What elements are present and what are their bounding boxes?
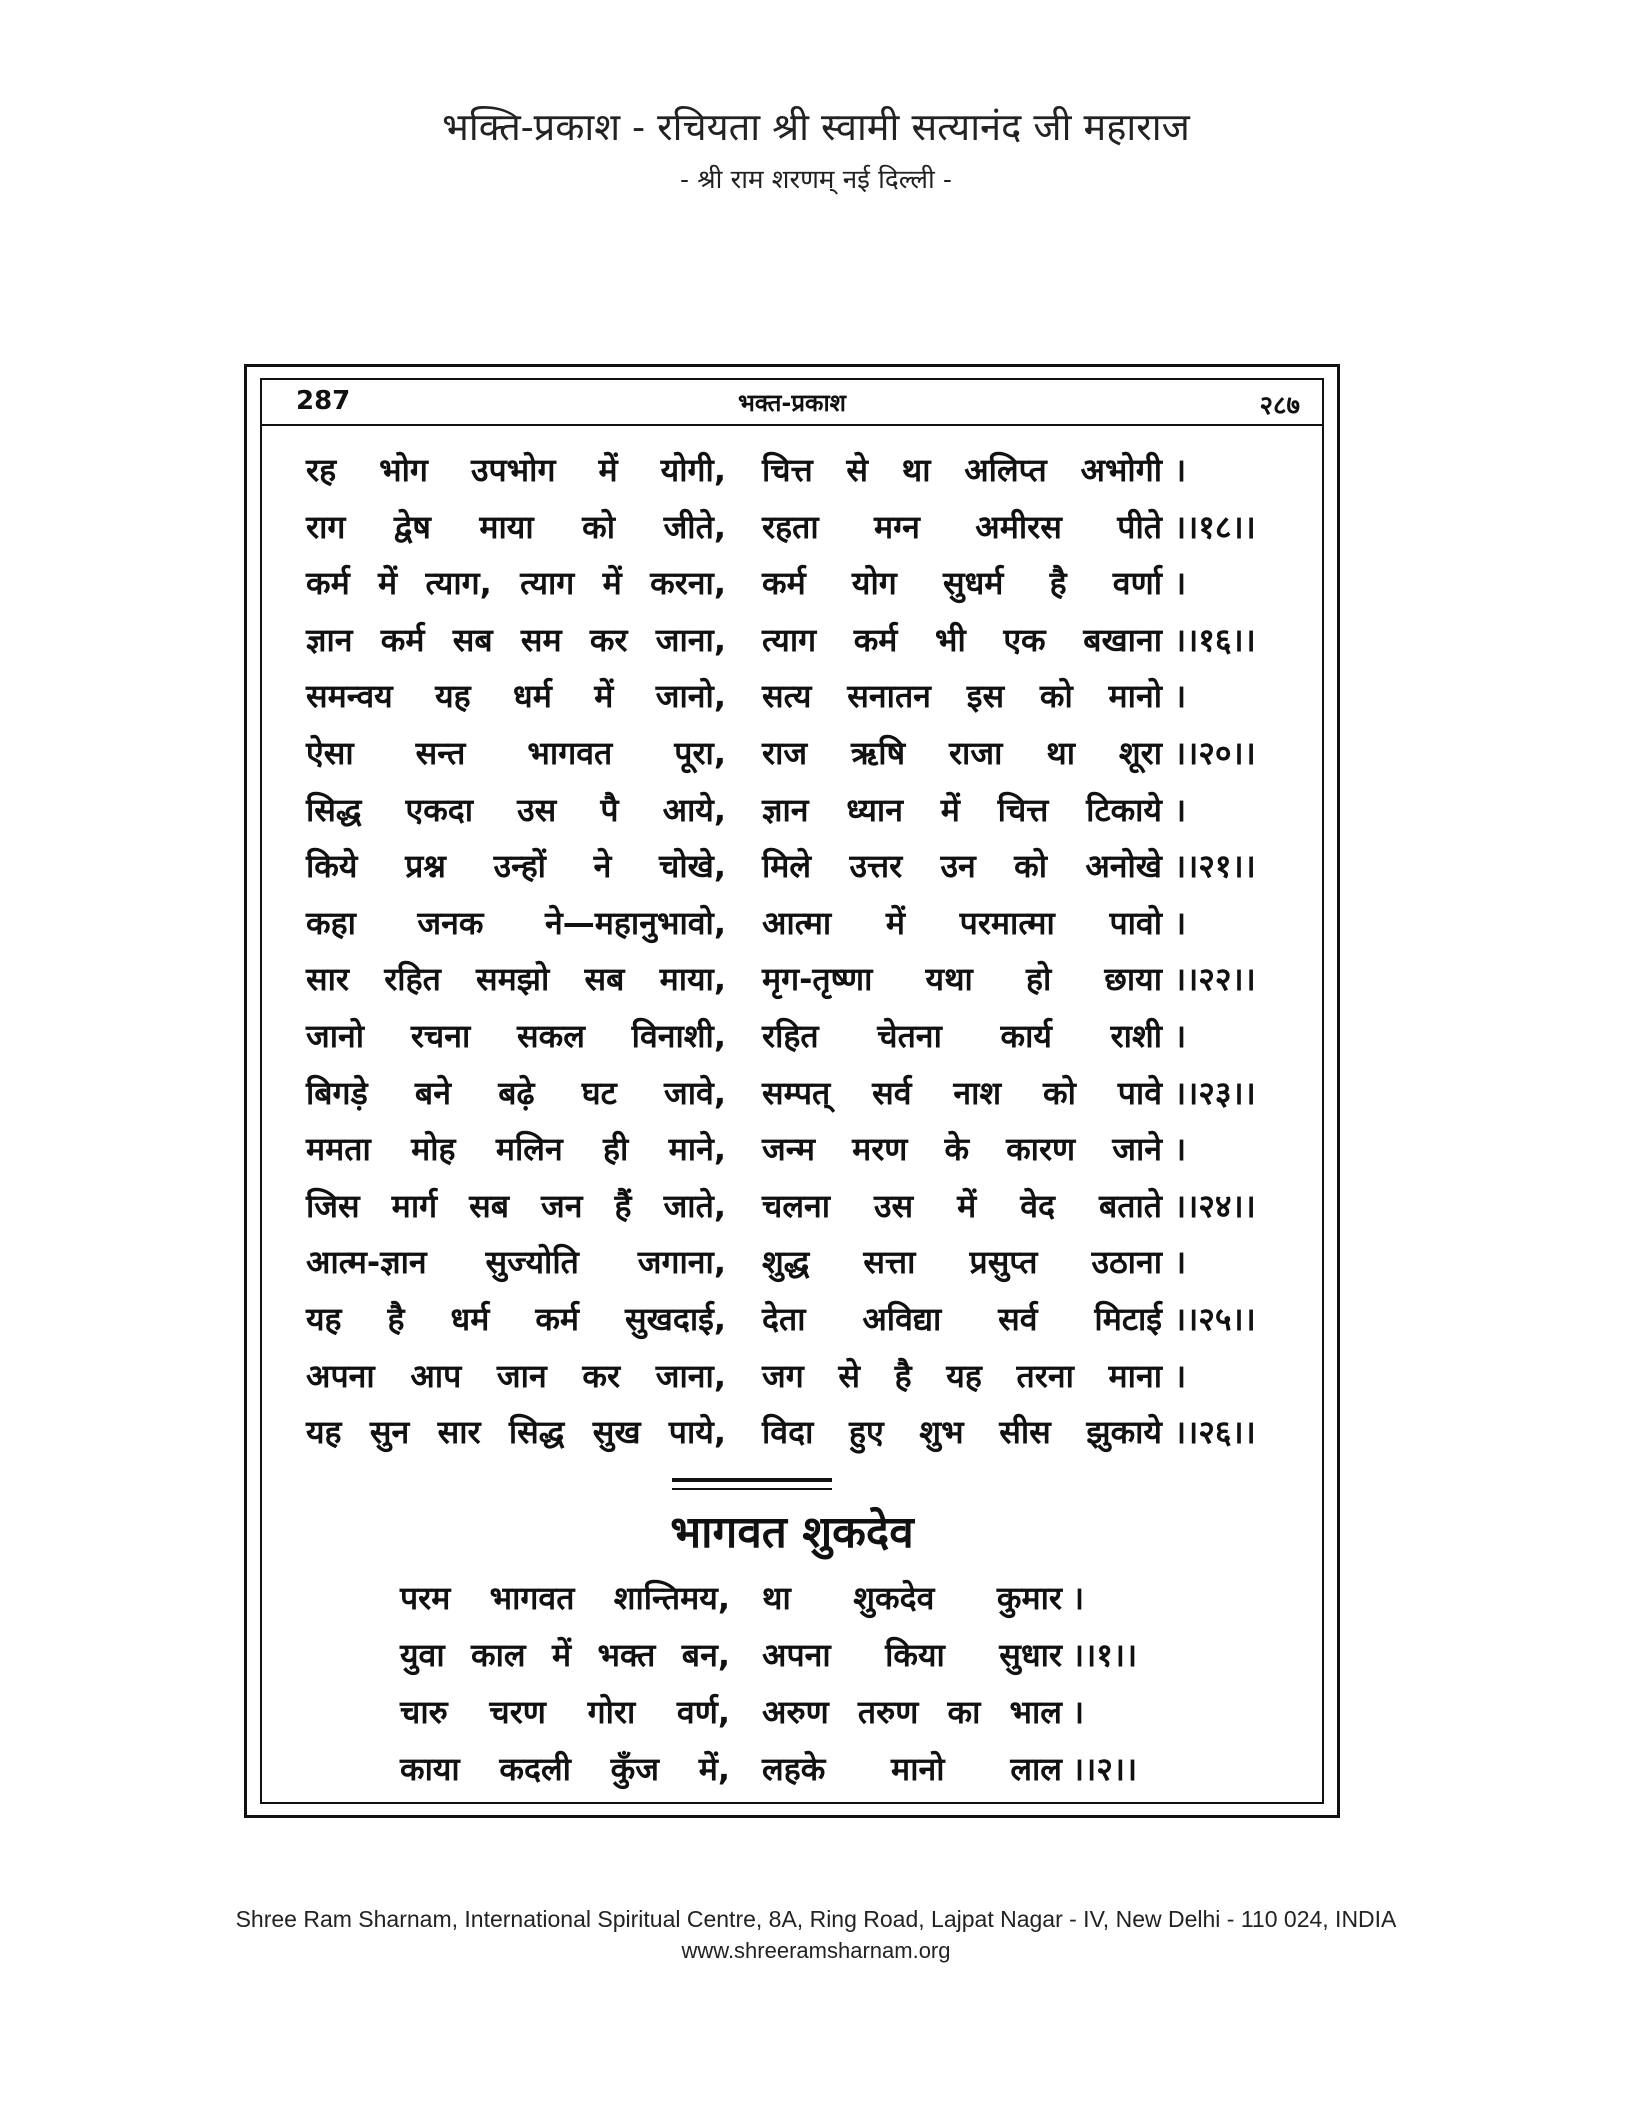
verse-left-half: बिगड़े बने बढ़े घट जावे, (306, 1073, 726, 1112)
verse-mark-half: । (1174, 903, 1187, 942)
page-heading-bar (262, 380, 1322, 426)
doha-mark-half: ।।२।। (1072, 1750, 1138, 1788)
verse-mark-half: ।।२१।। (1174, 847, 1256, 886)
verse-right-half: सत्य सनातन इस को मानो (762, 677, 1162, 716)
verse-mark-half: । (1174, 677, 1187, 716)
verse-mark-half: । (1174, 1356, 1187, 1395)
doha-line (400, 1747, 1200, 1803)
verse-right-half: राज ऋषि राजा था शूरा (762, 734, 1162, 772)
verse-right-half: कर्म योग सुधर्म है वर्णा (762, 564, 1162, 603)
page-number-devanagari: २८७ (1259, 391, 1300, 421)
verse-left-half: कर्म में त्याग, त्याग में करना, (306, 564, 726, 603)
verse-right-half: शुद्ध सत्ता प्रसुप्त उठाना (762, 1243, 1162, 1282)
doha-mark-half: । (1072, 1579, 1085, 1617)
verse-line (306, 674, 1306, 726)
verse-left-half: ज्ञान कर्म सब सम कर जाना, (306, 620, 726, 659)
verse-mark-half: ।।२५।। (1174, 1300, 1256, 1338)
doha-line (400, 1633, 1200, 1689)
verse-line (306, 1240, 1306, 1292)
verse-left-half: राग द्वेष माया को जीते, (306, 507, 726, 546)
doha-right-half: लहके मानो लाल (762, 1750, 1062, 1788)
verse-mark-half: ।।१८।। (1174, 507, 1256, 546)
verse-mark-half: । (1174, 1130, 1187, 1169)
verse-left-half: सिद्ध एकदा उस पै आये, (306, 790, 726, 829)
verse-right-half: चित्त से था अलिप्त अभोगी (762, 451, 1162, 489)
verse-left-half: ममता मोह मलिन ही माने, (306, 1130, 726, 1169)
verse-right-half: मिले उत्तर उन को अनोखे (762, 847, 1162, 886)
verse-line (306, 957, 1306, 1009)
verse-line (306, 788, 1306, 840)
verse-right-half: सम्पत् सर्व नाश को पावे (762, 1073, 1162, 1112)
verse-mark-half: ।।२०।। (1174, 734, 1256, 772)
verse-left-half: यह सुन सार सिद्ध सुख पाये, (306, 1413, 726, 1452)
verse-left-half: कहा जनक ने—महानुभावो, (306, 903, 726, 942)
doha-mark-half: ।।१।। (1072, 1636, 1138, 1674)
verse-line (306, 505, 1306, 557)
verse-line (306, 561, 1306, 613)
verse-mark-half: ।।२४।। (1174, 1186, 1256, 1225)
doha-left-half: चारु चरण गोरा वर्ण, (400, 1693, 730, 1731)
verse-left-half: आत्म-ज्ञान सुज्योति जगाना, (306, 1243, 726, 1282)
verse-right-half: रहित चेतना कार्य राशी (762, 1017, 1162, 1055)
running-title: भक्त-प्रकाश (737, 389, 846, 417)
verse-right-half: आत्मा में परमात्मा पावो (762, 903, 1162, 942)
verse-mark-half: । (1174, 1243, 1187, 1282)
section-divider-thick (672, 1478, 832, 1482)
doha-line (400, 1690, 1200, 1746)
verse-left-half: सार रहित समझो सब माया, (306, 960, 726, 999)
verse-line (306, 1014, 1306, 1066)
verse-left-half: ऐसा सन्त भागवत पूरा, (306, 734, 726, 772)
footer-website: www.shreeramsharnam.org (681, 1938, 951, 1963)
verse-right-half: देता अविद्या सर्व मिटाई (762, 1300, 1162, 1338)
verse-right-half: जग से है यह तरना माना (762, 1356, 1162, 1395)
verse-mark-half: । (1174, 451, 1187, 489)
section-title: भागवत शुकदेव (670, 1507, 914, 1558)
doha-left-half: युवा काल में भक्त बन, (400, 1636, 730, 1674)
verse-left-half: समन्वय यह धर्म में जानो, (306, 677, 726, 716)
verse-line (306, 901, 1306, 953)
document-header-subtitle: - श्री राम शरणम् नई दिल्ली - (680, 165, 952, 195)
verse-mark-half: ।।२३।। (1174, 1073, 1256, 1112)
verse-line (306, 1297, 1306, 1349)
doha-right-half: था शुकदेव कुमार (762, 1579, 1062, 1617)
verse-mark-half: ।।१६।। (1174, 620, 1256, 659)
verse-left-half: जिस मार्ग सब जन हैं जाते, (306, 1186, 726, 1225)
document-header-title: भक्ति-प्रकाश - रचियता श्री स्वामी सत्यानंद जी महाराज (442, 105, 1190, 149)
verse-line (306, 1354, 1306, 1406)
verse-right-half: जन्म मरण के कारण जाने (762, 1130, 1162, 1169)
verse-left-half: किये प्रश्न उन्हों ने चोखे, (306, 847, 726, 886)
doha-left-half: काया कदली कुँज में, (400, 1750, 730, 1788)
verse-line (306, 1410, 1306, 1462)
verse-left-half: यह है धर्म कर्म सुखदाई, (306, 1300, 726, 1338)
verse-mark-half: । (1174, 1017, 1187, 1055)
doha-right-half: अपना किया सुधार (762, 1636, 1062, 1674)
page-number-arabic: 287 (296, 386, 351, 416)
verse-line (306, 1071, 1306, 1123)
verse-mark-half: ।।२६।। (1174, 1413, 1256, 1452)
verse-line (306, 1184, 1306, 1236)
verse-mark-half: । (1174, 790, 1187, 829)
verse-right-half: मृग-तृष्णा यथा हो छाया (762, 960, 1162, 999)
doha-line (400, 1576, 1200, 1632)
doha-right-half: अरुण तरुण का भाल (762, 1693, 1062, 1731)
doha-left-half: परम भागवत शान्तिमय, (400, 1579, 730, 1617)
verse-right-half: त्याग कर्म भी एक बखाना (762, 620, 1162, 659)
footer-address: Shree Ram Sharnam, International Spiritual Centre, 8A, Ring Road, Lajpat Nagar - IV, New Delhi - 110 024, INDIA (235, 1906, 1397, 1932)
section-divider-thin (672, 1488, 832, 1490)
verse-right-half: ज्ञान ध्यान में चित्त टिकाये (762, 790, 1162, 829)
verse-right-half: चलना उस में वेद बताते (762, 1186, 1162, 1225)
verse-right-half: विदा हुए शुभ सीस झुकाये (762, 1413, 1162, 1452)
verse-line (306, 448, 1306, 500)
verse-mark-half: । (1174, 564, 1187, 603)
verse-mark-half: ।।२२।। (1174, 960, 1256, 999)
verse-left-half: अपना आप जान कर जाना, (306, 1356, 726, 1395)
verse-right-half: रहता मग्न अमीरस पीते (762, 507, 1162, 546)
verse-line (306, 844, 1306, 896)
doha-mark-half: । (1072, 1693, 1085, 1731)
verse-line (306, 618, 1306, 670)
verse-left-half: जानो रचना सकल विनाशी, (306, 1017, 726, 1055)
verse-line (306, 1127, 1306, 1179)
verse-left-half: रह भोग उपभोग में योगी, (306, 451, 726, 489)
verse-line (306, 731, 1306, 783)
